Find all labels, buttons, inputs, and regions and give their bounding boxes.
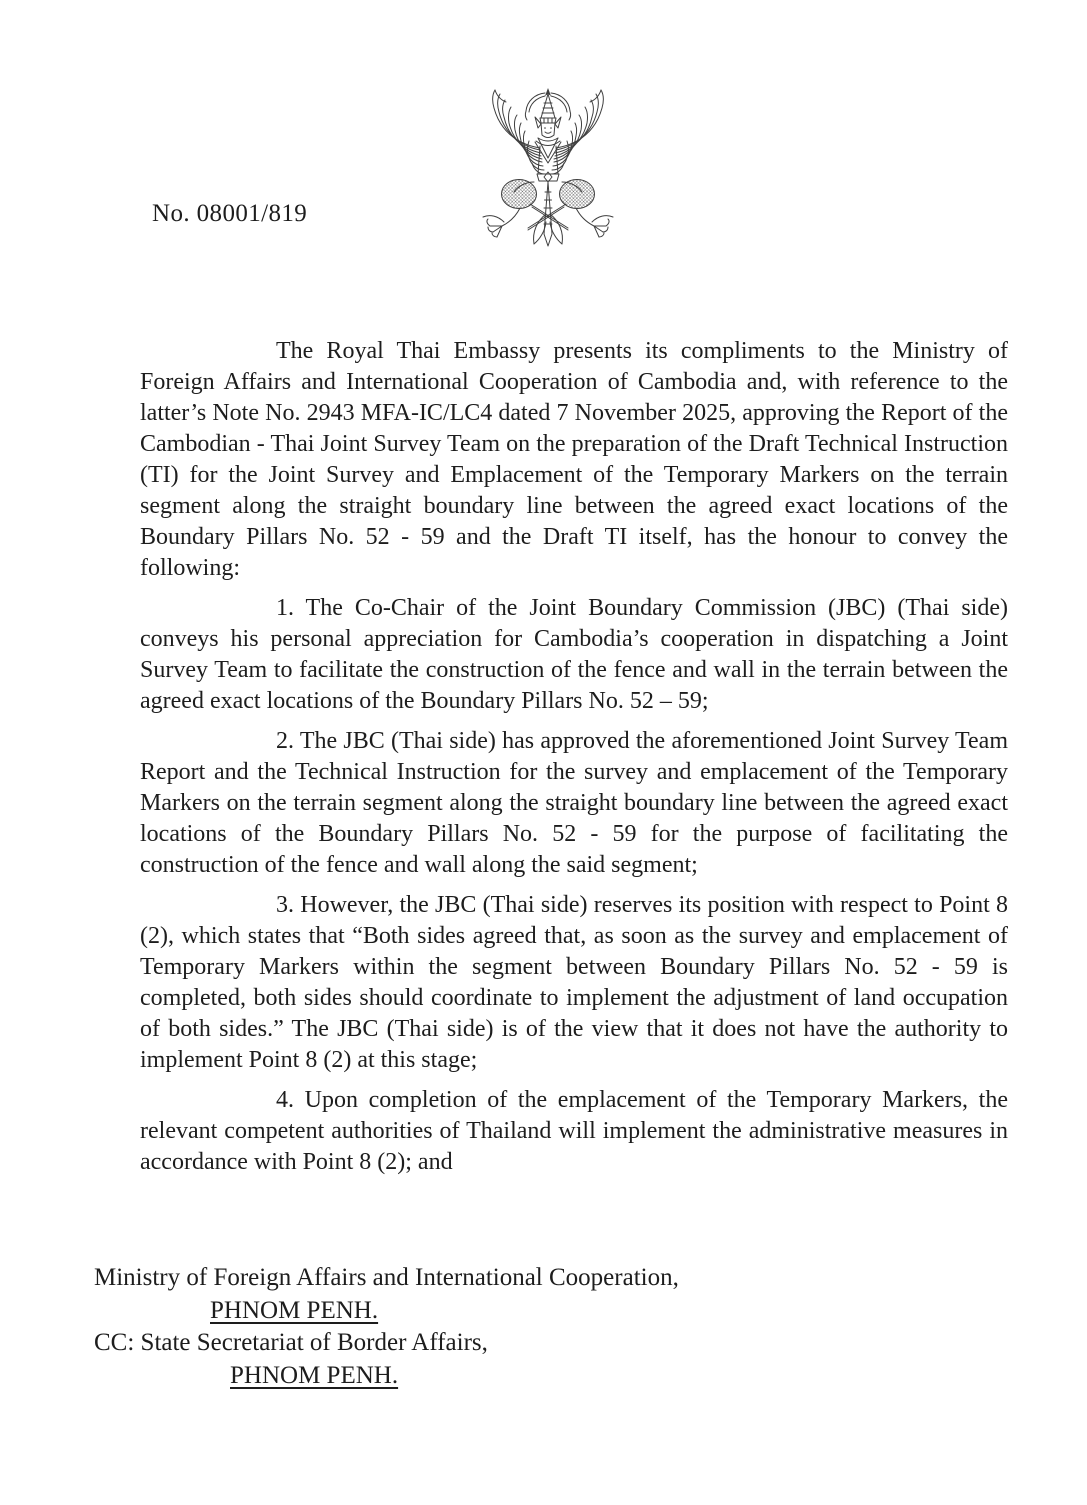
garuda-emblem [466, 86, 630, 254]
reference-number: No. 08001/819 [152, 200, 308, 227]
numbered-paragraph-3: 3. However, the JBC (Thai side) reserves its position with respect to Point 8 (2), which states that “Both sides agreed that, as soon as the survey and emplacement of Temporary Markers within the segment between Boundary Pillars No. 52 - 59 is completed, both sides should coordinate to implement the adjustment of land occupation of both sides.” The JBC (Thai side) is of the view that it does not have the authority to implement Point 8 (2) at this stage; [140, 892, 1008, 1073]
cc-city: PHNOM PENH. [230, 1361, 399, 1389]
addressee-city: PHNOM PENH. [210, 1296, 379, 1324]
garuda-emblem-icon [466, 86, 630, 254]
address-block [94, 1262, 679, 1392]
opening-paragraph: The Royal Thai Embassy presents its compliments to the Ministry of Foreign Affairs and International Cooperation of Cambodia and, with reference to the latter’s Note No. 2943 MFA-IC/LC4 dated 7 November 2025, approving the Report of the Cambodian - Thai Joint Survey Team on the preparation of the Draft Technical Instruction (TI) for the Joint Survey and Emplacement of the Temporary Markers on the terrain segment along the straight boundary line between the agreed exact locations of the Boundary Pillars No. 52 - 59 and the Draft TI itself, has the honour to convey the following: [140, 338, 1008, 581]
numbered-paragraph-1: 1. The Co-Chair of the Joint Boundary Commission (JBC) (Thai side) conveys his personal appreciation for Cambodia’s cooperation in dispatching a Joint Survey Team to facilitate the construction of the fence and wall in the terrain between the agreed exact locations of the Boundary Pillars No. 52 – 59; [140, 595, 1008, 714]
note-body [140, 336, 1008, 1187]
numbered-paragraph-4: 4. Upon completion of the emplacement of the Temporary Markers, the relevant competent authorities of Thailand will implement the administrative measures in accordance with Point 8 (2); and [140, 1087, 1008, 1175]
addressee-line: Ministry of Foreign Affairs and International Cooperation, [94, 1264, 679, 1291]
numbered-paragraph-2: 2. The JBC (Thai side) has approved the aforementioned Joint Survey Team Report and the Technical Instruction for the survey and emplacement of the Temporary Markers on the terrain segment along the straight boundary line between the agreed exact locations of the Boundary Pillars No. 52 - 59 for the purpose of facilitating the construction of the fence and wall along the said segment; [140, 728, 1008, 878]
cc-line: CC: State Secretariat of Border Affairs, [94, 1329, 488, 1356]
